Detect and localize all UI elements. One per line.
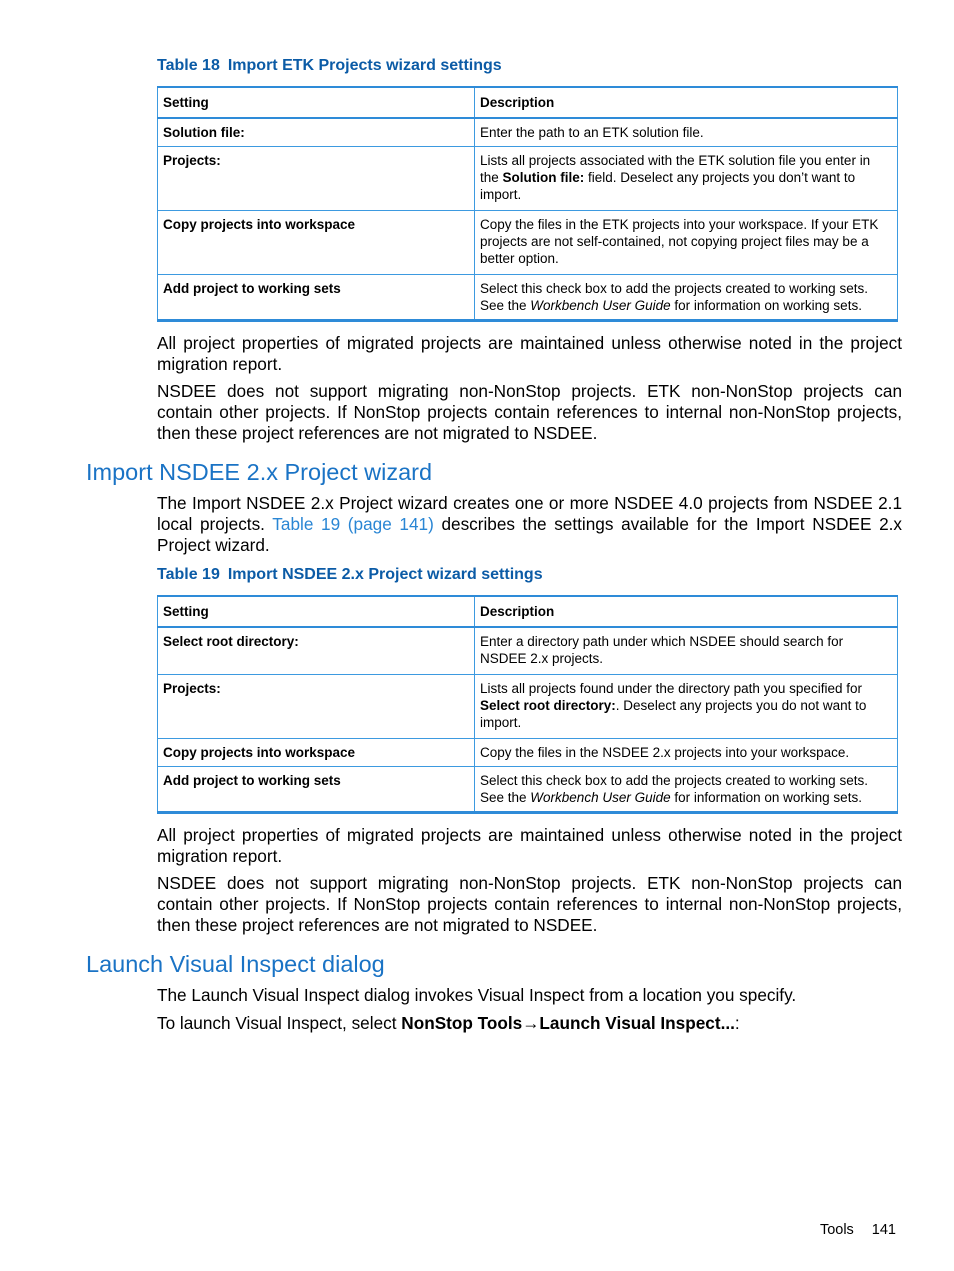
- instruction-text: To launch Visual Inspect, select: [157, 1013, 402, 1033]
- paragraph-import-nsdee-intro: [157, 493, 902, 556]
- table-row: [158, 738, 898, 766]
- description-italic-title: Workbench User Guide: [530, 789, 671, 805]
- description-bold-term: Select root directory:: [480, 697, 616, 713]
- setting-cell: Add project to working sets: [158, 275, 475, 321]
- table-19-caption-title: Import NSDEE 2.x Project wizard settings: [227, 566, 543, 583]
- description-text: for information on working sets.: [670, 789, 862, 805]
- description-text: for information on working sets.: [670, 298, 862, 313]
- intro-text: The Import NSDEE 2.x Project wizard creates one or more NSDEE 4.0 projects from NSDEE 2.1 local projects.: [157, 493, 902, 534]
- setting-cell: Projects:: [158, 147, 475, 211]
- section-heading-import-nsdee: Import NSDEE 2.x Project wizard: [86, 459, 433, 485]
- table-row: [158, 275, 898, 321]
- table-18-caption-title: Import ETK Projects wizard settings: [227, 57, 502, 74]
- table-19-caption-number: Table 19: [157, 566, 220, 583]
- description-cell: [475, 674, 898, 738]
- setting-cell: Copy projects into workspace: [158, 738, 475, 766]
- page-footer: [820, 1222, 896, 1238]
- paragraph-launch-instructions: [157, 1013, 902, 1034]
- description-text: Select this check box to add the projects created to working sets. See the: [480, 772, 868, 805]
- column-header-setting: Setting: [158, 596, 475, 627]
- paragraph-non-nonstop-1: NSDEE does not support migrating non-NonStop projects. ETK non-NonStop projects can contain other projects. If NonStop projects contain references to internal non-NonStop projects, then these project references are not migrated to NSDEE.: [157, 381, 902, 443]
- setting-cell: Copy projects into workspace: [158, 211, 475, 275]
- footer-section-name: Tools: [819, 1222, 854, 1238]
- table-18: [157, 86, 898, 322]
- description-text: field. Deselect any projects you don’t want to import.: [480, 170, 856, 202]
- description-cell: Copy the files in the ETK projects into your workspace. If your ETK projects are not self-contained, not copying project files may be a better option.: [475, 211, 898, 275]
- description-cell: [475, 147, 898, 211]
- description-cell: [475, 275, 898, 321]
- table-row: [158, 118, 898, 147]
- description-text: Lists all projects found under the directory path you specified for: [480, 680, 862, 696]
- table-row: [158, 766, 898, 812]
- table-row: [158, 211, 898, 275]
- setting-cell: Projects:: [158, 674, 475, 738]
- setting-cell: Solution file:: [158, 118, 475, 147]
- paragraph-visual-inspect-intro: The Launch Visual Inspect dialog invokes Visual Inspect from a location you specify.: [157, 985, 797, 1005]
- description-text: Lists all projects associated with the ETK solution file you enter in the: [480, 153, 871, 185]
- description-cell: Enter the path to an ETK solution file.: [475, 118, 898, 147]
- paragraph-migration-report-1: All project properties of migrated projects are maintained unless otherwise noted in the project migration report.: [157, 333, 902, 374]
- table-row: [158, 627, 898, 674]
- setting-cell: Select root directory:: [158, 627, 475, 674]
- instruction-text: :: [734, 1013, 740, 1033]
- section-heading-launch-visual-inspect: Launch Visual Inspect dialog: [86, 951, 385, 977]
- table-19: [157, 595, 898, 814]
- menu-arrow: →: [522, 1013, 540, 1033]
- column-header-description: Description: [475, 596, 898, 627]
- table-19-caption: [157, 565, 543, 585]
- table-row: [158, 147, 898, 211]
- page-number: 141: [871, 1222, 896, 1238]
- column-header-setting: Setting: [158, 87, 475, 118]
- table-19-link[interactable]: Table 19 (page 141): [272, 514, 434, 534]
- description-cell: Enter a directory path under which NSDEE should search for NSDEE 2.x projects.: [475, 627, 898, 674]
- column-header-description: Description: [475, 87, 898, 118]
- description-italic-title: Workbench User Guide: [530, 298, 671, 313]
- description-cell: [475, 766, 898, 812]
- table-row: [158, 674, 898, 738]
- description-bold-term: Solution file:: [502, 170, 585, 185]
- description-cell: Copy the files in the NSDEE 2.x projects into your workspace.: [475, 738, 898, 766]
- intro-text: describes the settings available for the Import NSDEE 2.x Project wizard.: [157, 514, 902, 555]
- table-18-caption: [157, 56, 502, 76]
- menu-nonstop-tools: NonStop Tools: [401, 1013, 523, 1033]
- description-text: Select this check box to add the projects created to working sets. See the: [480, 281, 868, 313]
- description-text: . Deselect any projects you do not want to import.: [480, 697, 867, 730]
- table-header-row: [158, 87, 898, 118]
- table-18-caption-number: Table 18: [157, 57, 220, 74]
- table-header-row: [158, 596, 898, 627]
- setting-cell: Add project to working sets: [158, 766, 475, 812]
- menu-launch-visual-inspect: Launch Visual Inspect...: [539, 1013, 735, 1033]
- paragraph-migration-report-2: All project properties of migrated projects are maintained unless otherwise noted in the project migration report.: [157, 825, 902, 866]
- paragraph-non-nonstop-2: NSDEE does not support migrating non-NonStop projects. ETK non-NonStop projects can contain other projects. If NonStop projects contain references to internal non-NonStop projects, then these project references are not migrated to NSDEE.: [157, 873, 902, 935]
